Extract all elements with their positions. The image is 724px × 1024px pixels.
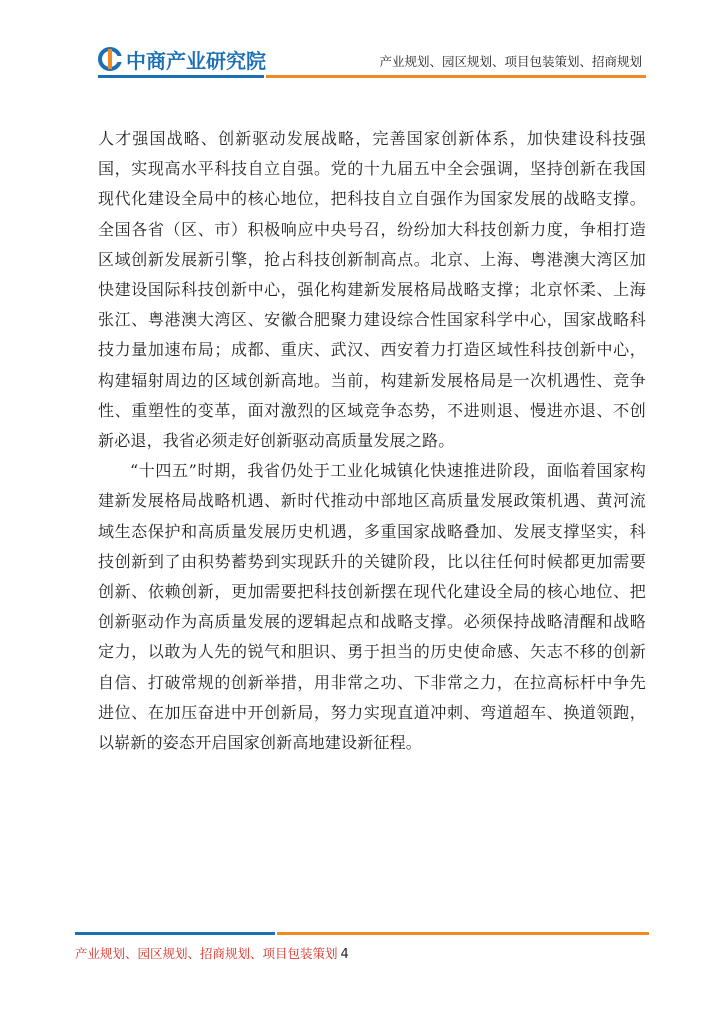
paragraph-1: 人才强国战略、创新驱动发展战略，完善国家创新体系，加快建设科技强国，实现高水平科技自立自强。党的十九届五中全会强调，坚持创新在我国现代化建设全局中的核心地位，把科技自立自强作为国家发展的战略支撑。全国各省（区、市）积极响应中央号召，纷纷加大科技创新力度，争相打造区域创新发展新引擎，抢占科技创新制高点。北京、上海、粤港澳大湾区加快建设国际科技创新中心，强化构建新发展格局战略支撑；北京怀柔、上海张江、粤港澳大湾区、安徽合肥聚力建设综合性国家科学中心，国家战略科技力量加速布局；成都、重庆、武汉、西安着力打造区域性科技创新中心，构建辐射周边的区域创新高地。当前，构建新发展格局是一次机遇性、竞争性、重塑性的变革，面对激烈的区域竞争态势，不进则退、慢进亦退、不创新必退，我省必须走好创新驱动高质量发展之路。	[98, 129, 646, 451]
paragraph-2: “十四五”时期，我省仍处于工业化城镇化快速推进阶段，面临着国家构建新发展格局战略机遇、新时代推动中部地区高质量发展政策机遇、黄河流域生态保护和高质量发展历史机遇，多重国家战略叠加、发展支撑坚实，科技创新到了由积势蓄势到实现跃升的关键阶段，比以往任何时候都更加需要创新、依赖创新，更加需要把科技创新摆在现代化建设全局的核心地位、把创新驱动作为高质量发展的逻辑起点和战略支撑。必须保持战略清醒和战略定力，以敢为人先的锐气和胆识、勇于担当的历史使命感、矢志不移的创新自信、打破常规的创新举措，用非常之功、下非常之力，在拉高标杆中争先进位、在加压奋进中开创新局，努力实现直道冲刺、弯道超车、换道领跑，以崭新的姿态开启国家创新高地建设新征程。	[98, 461, 646, 753]
logo	[98, 44, 266, 74]
page-footer	[75, 944, 349, 962]
logo-mark-icon	[98, 47, 122, 71]
footer-rule-blue	[75, 932, 275, 935]
page-number: 4	[340, 947, 349, 962]
logo-text: 中商产业研究院	[126, 48, 266, 73]
page-header	[0, 0, 724, 80]
footer-rule-orange	[277, 932, 649, 935]
header-rule-blue	[98, 75, 264, 78]
header-rule-orange	[266, 75, 646, 78]
body-text	[98, 124, 646, 758]
footer-text: 产业规划、园区规划、招商规划、项目包装策划	[75, 946, 338, 961]
header-tagline: 产业规划、园区规划、项目包装策划、招商规划	[379, 54, 642, 69]
